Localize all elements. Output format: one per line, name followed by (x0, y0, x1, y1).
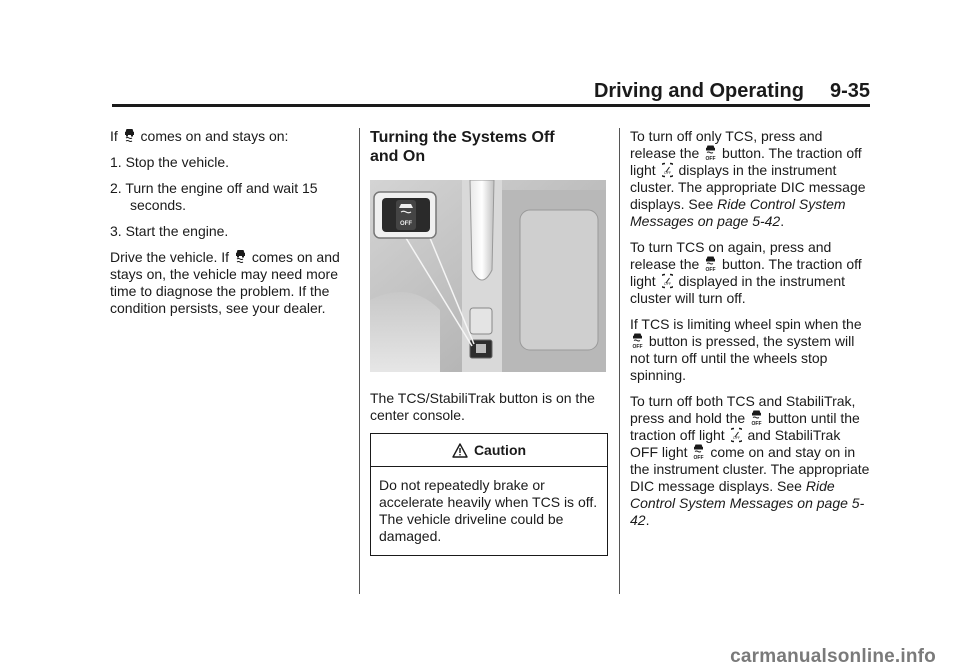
section-title: Driving and Operating (593, 80, 804, 102)
paragraph-stays-on: If comes on and stays on: (110, 128, 289, 144)
caution-text: Do not repeatedly brake or accelerate heavily when TCS is off. The vehicle driveline could be damaged. (379, 477, 598, 544)
traction-off-icon (731, 427, 742, 443)
tcs-off-button-icon (632, 333, 643, 349)
photo-off-label: OFF (400, 221, 412, 227)
center-console-photo (370, 180, 606, 372)
caution-box (370, 433, 608, 556)
page-header (100, 80, 870, 104)
tcs-off-button-icon (751, 410, 762, 426)
steps-list (110, 154, 348, 240)
column-3 (630, 128, 870, 538)
stabilitrak-off-icon (693, 444, 704, 460)
paragraph-turn-off-tcs: To turn off only TCS, press and release the button. The traction off light displays in the instrument cluster. The appropriate DIC message displays. See Ride Control System Messages on page 5-42. (630, 128, 866, 229)
column-1 (110, 128, 348, 326)
paragraph-turn-off-both: To turn off both TCS and StabiliTrak, press and hold the button until the traction off light and StabiliTrak OFF light come on and stay on in the instrument cluster. The appropriate DIC message displays. See Ride Control System Messages on page 5-42. (630, 393, 870, 528)
cross-reference-link: Ride Control System Messages on page 5-42 (630, 196, 846, 229)
column-divider-2 (619, 128, 620, 594)
traction-off-icon (662, 273, 673, 289)
list-item: 2. Turn the engine off and wait 15 seconds. (110, 180, 318, 213)
caution-title: Caution (473, 441, 527, 458)
page-number: 9-35 (829, 80, 870, 102)
caution-header (371, 434, 607, 467)
stabilitrak-car-icon (124, 128, 135, 144)
section-heading: Turning the Systems Off and On (370, 129, 555, 165)
header-title (594, 80, 870, 103)
cross-reference-link: Ride Control System Messages on page 5-42 (630, 478, 865, 528)
paragraph-diagnose: Drive the vehicle. If comes on and stays on, the vehicle may need more time to diagnose the problem. If the condition persists, see your dealer. (110, 249, 340, 316)
list-item: 1. Stop the vehicle. (110, 154, 230, 170)
column-2 (370, 128, 608, 556)
caution-triangle-icon (452, 443, 468, 458)
header-rule (112, 104, 870, 107)
traction-off-icon (662, 162, 673, 178)
paragraph-limiting-spin: If TCS is limiting wheel spin when the button is pressed, the system will not turn off until the wheels stop spinning. (630, 316, 862, 383)
list-item: 3. Start the engine. (110, 223, 229, 239)
tcs-off-button-icon (705, 256, 716, 272)
tcs-off-button-icon (705, 145, 716, 161)
photo-caption: The TCS/StabiliTrak button is on the center console. (370, 390, 595, 423)
watermark: carmanualsonline.info (730, 646, 936, 667)
stabilitrak-car-icon (235, 249, 246, 265)
paragraph-turn-on-tcs: To turn TCS on again, press and release the button. The traction off light displayed in the instrument cluster will turn off. (630, 239, 862, 306)
column-divider-1 (359, 128, 360, 594)
